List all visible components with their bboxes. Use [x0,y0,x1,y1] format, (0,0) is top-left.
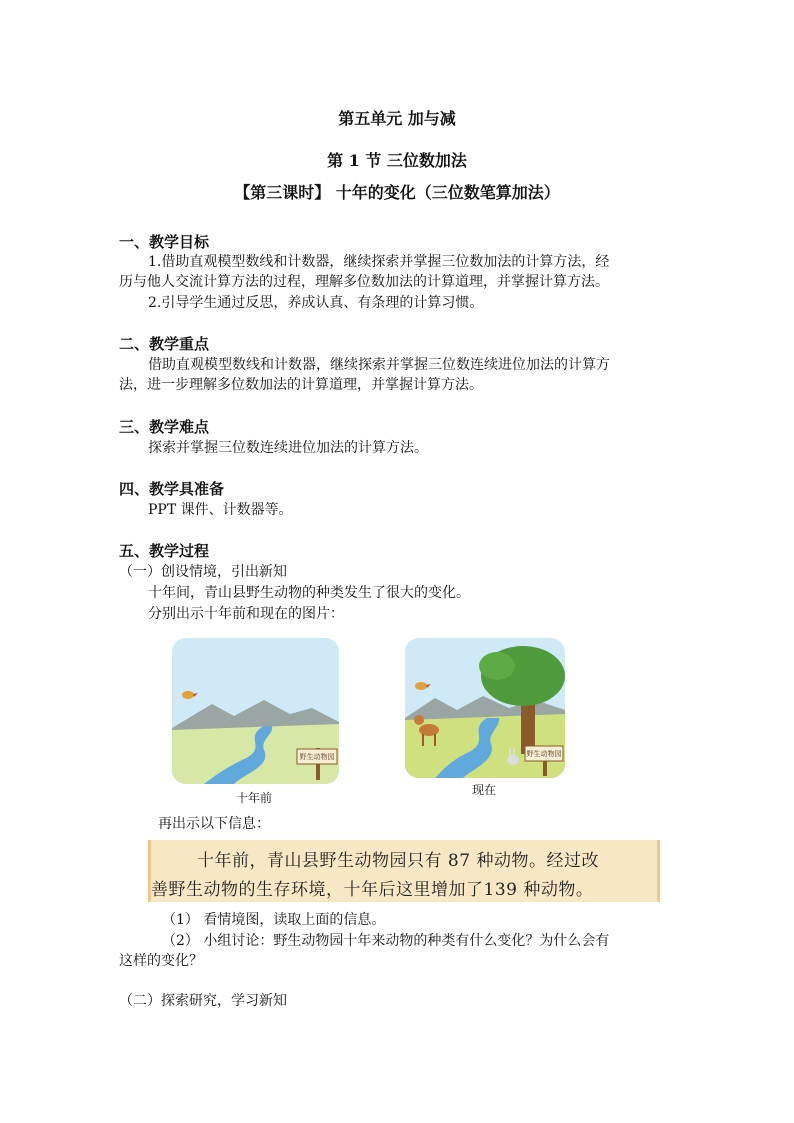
process-part1: （一）创设情境，引出新知 [119,564,287,580]
materials-heading: 四、教学具准备 [119,480,225,498]
question-2b: 这样的变化？ [119,953,203,969]
key-points-heading: 二、教学重点 [119,335,210,353]
process-p1: 十年间，青山县野生动物的种类发生了很大的变化。 [148,585,470,601]
objective-2: 2.引导学生通过反思，养成认真、有条理的计算习惯。 [148,295,484,311]
difficulties-heading: 三、教学难点 [119,418,210,436]
ten-years-ago-image [172,638,339,784]
key-points-line2: 法，进一步理解多位数加法的计算道理，并掌握计算方法。 [119,377,483,393]
now-image [405,638,565,778]
info-line-1: 十年前，青山县野生动物园只有 87 种动物。经过改 [197,851,599,871]
img1-caption: 十年前 [236,791,273,805]
process-heading: 五、教学过程 [119,542,210,560]
objectives-heading: 一、教学目标 [119,233,210,251]
unit-title: 第五单元 加与减 [338,109,456,128]
question-1: （1） 看情境图，读取上面的信息。 [162,912,386,928]
objective-1a: 1.借助直观模型数线和计数器，继续探索并掌握三位数加法的计算方法，经 [148,254,610,270]
info-box [148,840,660,902]
info-line-2: 善野生动物的生存环境，十年后这里增加了139 种动物。 [151,880,594,900]
process-part2: （二）探索研究，学习新知 [119,993,287,1009]
sign-text-1: 野生动物园 [299,753,335,761]
materials-line1: PPT 课件、计数器等。 [148,502,293,518]
question-2a: （2） 小组讨论：野生动物园十年来动物的种类有什么变化？为什么会有 [162,933,610,949]
img2-caption: 现在 [472,783,497,797]
section-title: 第 1 节 三位数加法 [327,151,467,170]
process-p3: 再出示以下信息： [158,816,270,832]
lesson-title: 【第三课时】 十年的变化（三位数笔算加法） [234,183,560,202]
key-points-line1: 借助直观模型数线和计数器，继续探索并掌握三位数连续进位加法的计算方 [148,357,610,373]
difficulties-line1: 探索并掌握三位数连续进位加法的计算方法。 [148,440,428,456]
process-p2: 分别出示十年前和现在的图片： [148,606,344,622]
objective-1b: 历与他人交流计算方法的过程，理解多位数加法的计算道理，并掌握计算方法。 [119,274,609,290]
sign-text-2: 野生动物园 [526,750,562,758]
